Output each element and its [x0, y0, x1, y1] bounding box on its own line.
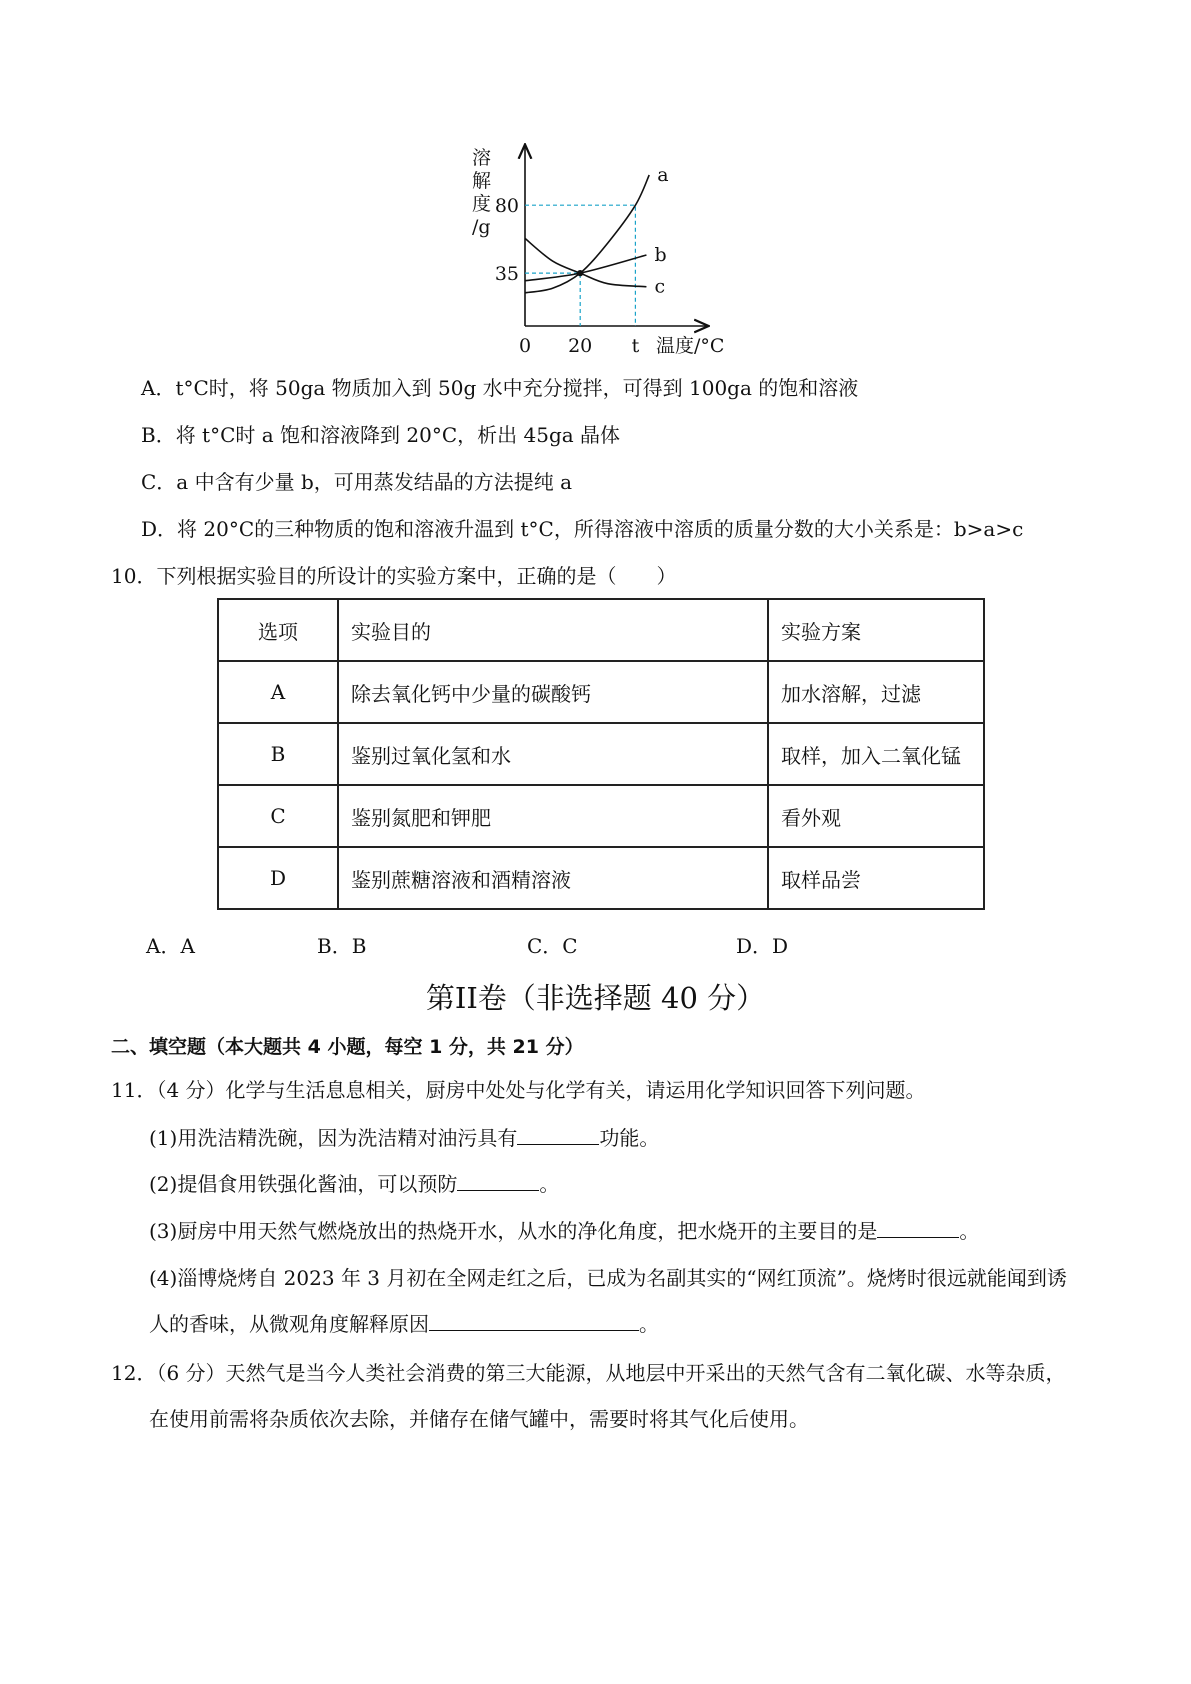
table-header-cell: 实验目的 [338, 599, 768, 661]
q10-stem: 10．下列根据实验目的所设计的实验方案中，正确的是（ ） [111, 564, 677, 588]
q11-part3-text: (3)厨房中用天然气燃烧放出的热烧开水，从水的净化角度，把水烧开的主要目的是 [149, 1219, 878, 1243]
y-tick-label: 80 [494, 195, 519, 218]
q10-answer-d: D．D [736, 934, 789, 958]
guide-35-line [525, 273, 580, 326]
y-axis-label-char: 解 [472, 170, 492, 192]
answer-blank[interactable] [517, 1124, 599, 1145]
q12-line2: 在使用前需将杂质依次去除，并储存在储气罐中，需要时将其气化后使用。 [149, 1407, 809, 1431]
y-axis-label-char: 度 [472, 193, 492, 215]
q11-part4-tail: 。 [639, 1312, 659, 1336]
table-cell: C [218, 785, 338, 847]
q10-answer-b: B．B [317, 934, 367, 958]
table-header-cell: 选项 [218, 599, 338, 661]
q11-part2-text: (2)提倡食用铁强化酱油，可以预防 [149, 1172, 458, 1196]
series-a-line [525, 175, 649, 293]
answer-blank[interactable] [429, 1310, 639, 1331]
q11-part3-tail: 。 [959, 1219, 980, 1243]
table-cell: 取样品尝 [768, 847, 984, 909]
series-c-line [525, 238, 646, 286]
q11-part3 [149, 1215, 979, 1244]
q11-part2 [149, 1168, 559, 1197]
y-axis-label-char: 溶 [472, 147, 492, 169]
q9-option-c: C．a 中含有少量 b，可用蒸发结晶的方法提纯 a [141, 470, 573, 494]
q11-part1-tail: 功能。 [599, 1126, 660, 1150]
table-row [218, 661, 984, 723]
table-cell: D [218, 847, 338, 909]
q11-part4-text: 人的香味，从微观角度解释原因 [149, 1312, 429, 1336]
table-header-row [218, 599, 984, 661]
q11-part1 [149, 1122, 659, 1151]
y-axis-label-char: /g [472, 216, 491, 238]
series-c-label: c [654, 275, 666, 298]
x-tick-label: 20 [568, 335, 593, 357]
q9-option-a: A．t°C时，将 50ga 物质加入到 50g 水中充分搅拌，可得到 100ga 的饱和溶液 [141, 376, 859, 400]
q11-part2-tail: 。 [539, 1172, 560, 1196]
table-cell: 鉴别蔗糖溶液和酒精溶液 [338, 847, 768, 909]
table-cell: B [218, 723, 338, 785]
q11-part4-line2 [149, 1308, 659, 1337]
q11-stem: 11．（4 分）化学与生活息息相关，厨房中处处与化学有关，请运用化学知识回答下列问题。 [111, 1078, 926, 1102]
table-cell: A [218, 661, 338, 723]
x-tick-label: 0 [518, 335, 532, 357]
table-cell: 除去氧化钙中少量的碳酸钙 [338, 661, 768, 723]
table-cell: 看外观 [768, 785, 984, 847]
q10-answer-c: C．C [527, 934, 578, 958]
y-tick-label: 35 [494, 263, 519, 286]
table-cell: 加水溶解，过滤 [768, 661, 984, 723]
answer-blank[interactable] [877, 1217, 959, 1238]
x-axis-label: 温度/°C [656, 335, 725, 357]
solubility-chart [460, 140, 740, 360]
intersection-point [577, 270, 583, 276]
q9-option-b: B．将 t°C时 a 饱和溶液降到 20°C，析出 45ga 晶体 [141, 423, 621, 447]
q11-part4-line1: (4)淄博烧烤自 2023 年 3 月初在全网走红之后，已成为名副其实的“网红顶流”。烧烤时很远就能闻到诱 [149, 1266, 1067, 1290]
series-b-label: b [654, 244, 667, 267]
table-cell: 鉴别氮肥和钾肥 [338, 785, 768, 847]
table-cell: 取样，加入二氧化锰 [768, 723, 984, 785]
section-title: 第II卷（非选择题 40 分） [425, 981, 766, 1015]
group-title: 二、填空题（本大题共 4 小题，每空 1 分，共 21 分） [111, 1036, 584, 1058]
table-row [218, 723, 984, 785]
guide-80-line [525, 205, 635, 326]
answer-blank[interactable] [457, 1170, 539, 1191]
table-row [218, 847, 984, 909]
q12-line1: 12．（6 分）天然气是当今人类社会消费的第三大能源，从地层中开采出的天然气含有二氧化碳、水等杂质， [111, 1361, 1066, 1385]
q11-part1-text: (1)用洗洁精洗碗，因为洗洁精对油污具有 [149, 1126, 518, 1150]
q9-option-d: D．将 20°C的三种物质的饱和溶液升温到 t°C，所得溶液中溶质的质量分数的大小关系是：b>a>c [141, 517, 1024, 541]
table-header-cell: 实验方案 [768, 599, 984, 661]
table-row [218, 785, 984, 847]
experiment-table [217, 598, 985, 910]
y-axis-label [472, 147, 491, 238]
series-a-label: a [657, 164, 669, 186]
q10-answer-a: A．A [146, 934, 195, 958]
table-cell: 鉴别过氧化氢和水 [338, 723, 768, 785]
x-tick-label: t [631, 335, 640, 357]
